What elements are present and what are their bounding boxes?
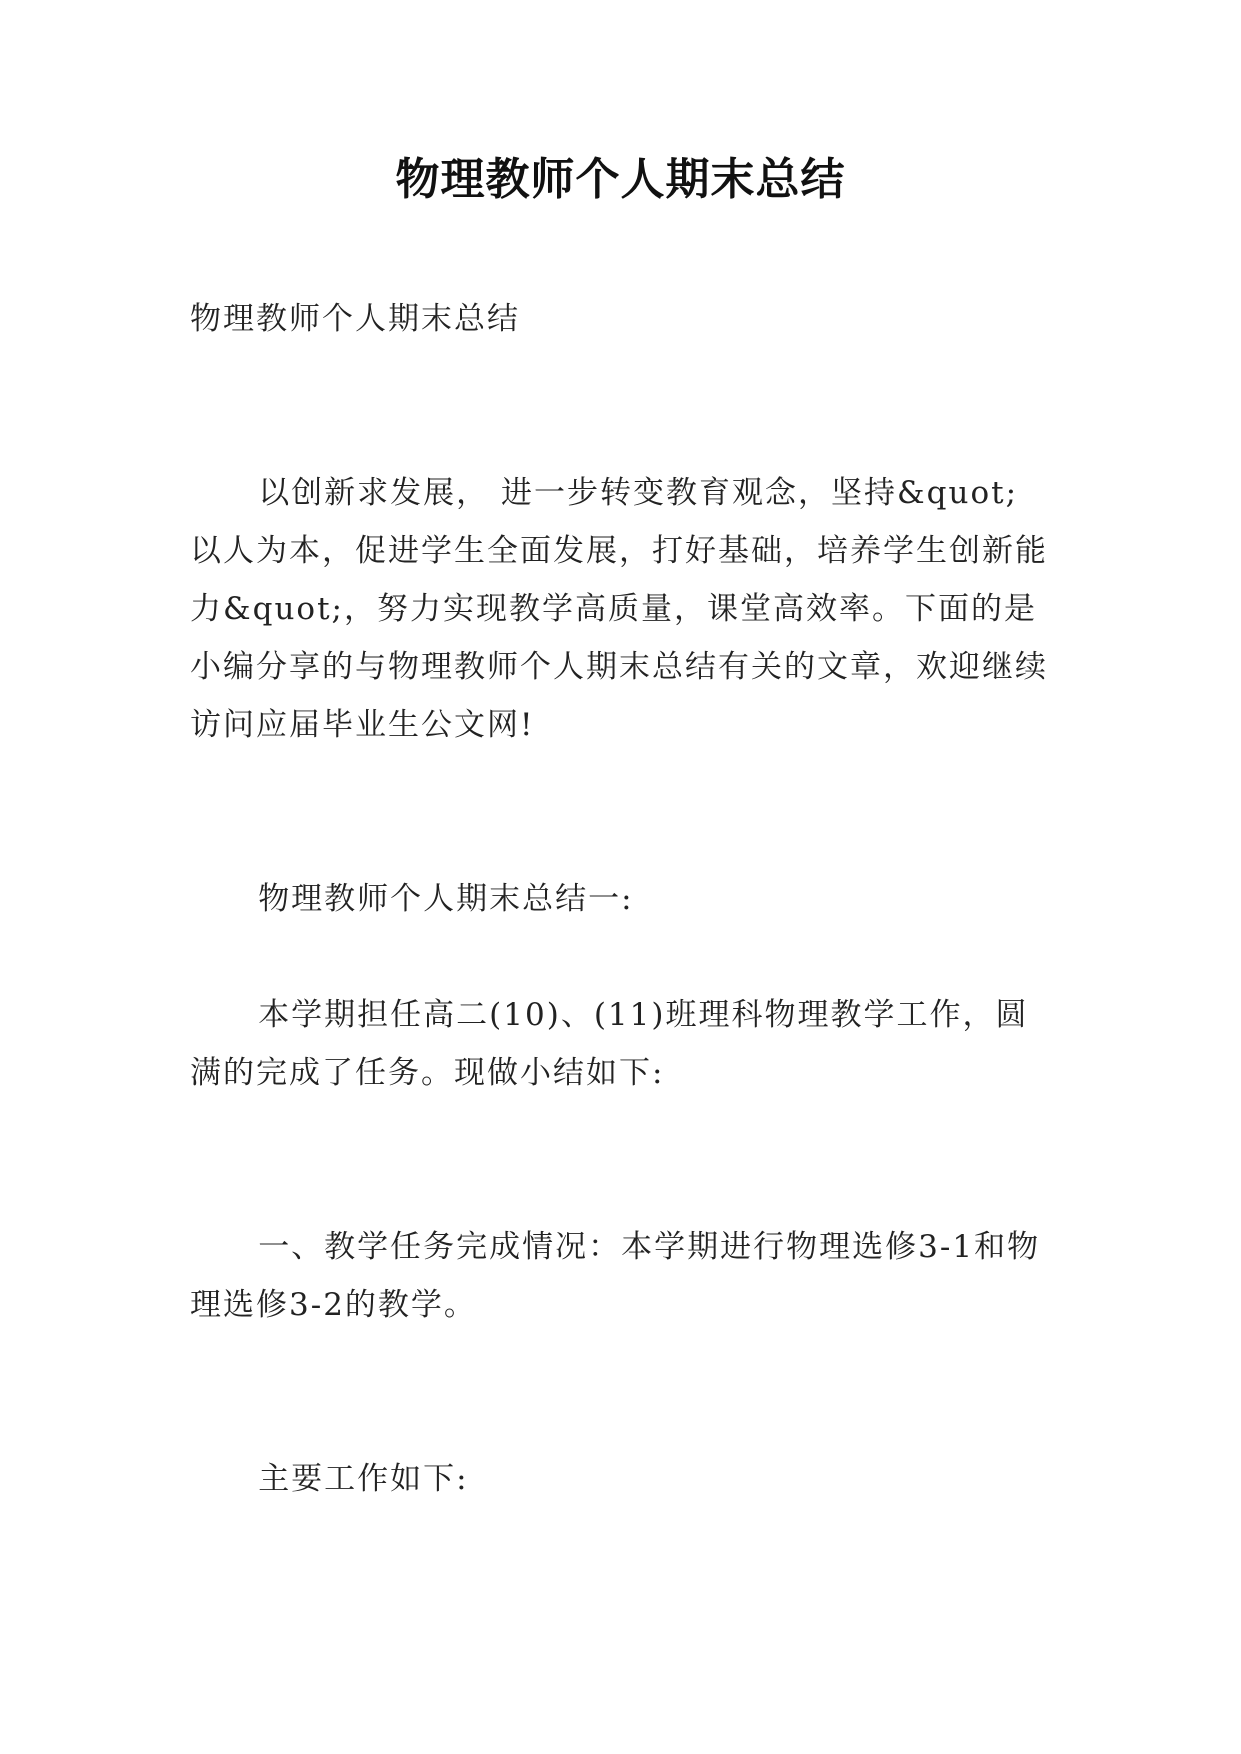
- section-heading-one: 物理教师个人期末总结一:: [258, 881, 634, 917]
- intro-paragraph: 以创新求发展， 进一步转变教育观念，坚持&quot;以人为本，促进学生全面发展，打好基础，培养学生创新能力&quot;，努力实现教学高质量，课堂高效率。下面的是小编分享的与物理教师个人期末总结有关的文章，欢迎继续访问应届毕业生公文网!: [190, 475, 1048, 743]
- document-body: [190, 290, 1050, 1508]
- main-work-heading: 主要工作如下:: [258, 1461, 469, 1497]
- document-title: 物理教师个人期末总结: [395, 154, 846, 205]
- summary-paragraph: 本学期担任高二(10)、(11)班理科物理教学工作，圆满的完成了任务。现做小结如下:: [190, 997, 1029, 1091]
- teaching-task-paragraph: 一、教学任务完成情况：本学期进行物理选修3-1和物理选修3-2的教学。: [190, 1229, 1041, 1323]
- document-subtitle: 物理教师个人期末总结: [190, 301, 520, 337]
